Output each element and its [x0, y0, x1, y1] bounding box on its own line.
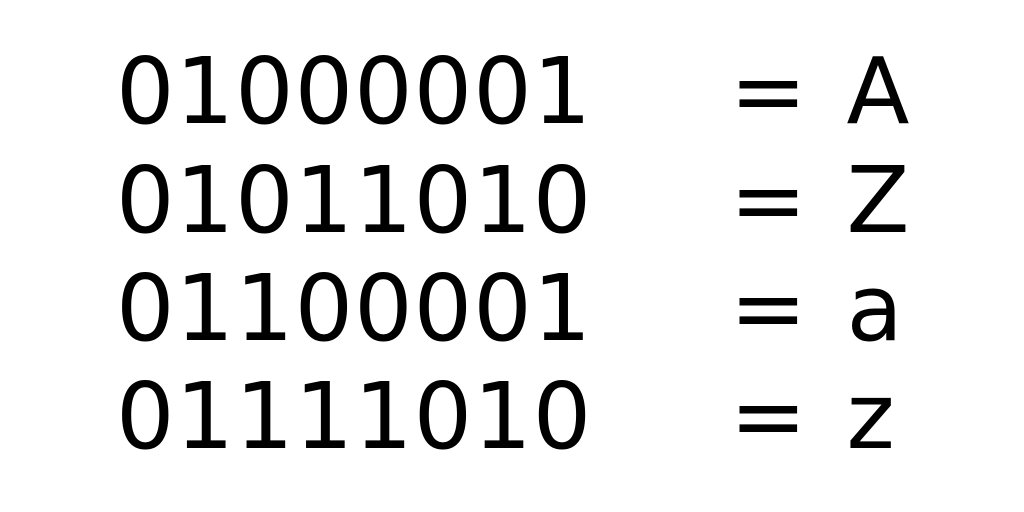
equals-sign: =: [729, 363, 808, 470]
character-value: Z: [846, 147, 911, 254]
binary-code: 01100001: [116, 255, 593, 362]
mapping-row: [116, 255, 936, 362]
equals-sign: =: [729, 255, 808, 362]
mapping-row: [116, 363, 936, 470]
mapping-row: [116, 38, 936, 145]
character-value: a: [846, 255, 904, 362]
binary-code: 01111010: [116, 363, 593, 470]
mapping-row: [116, 147, 936, 254]
binary-code: 01011010: [116, 147, 593, 254]
character-value: z: [846, 363, 896, 470]
equals-sign: =: [729, 147, 808, 254]
equals-sign: =: [729, 38, 808, 145]
character-value: A: [846, 38, 911, 145]
binary-code: 01000001: [116, 38, 593, 145]
